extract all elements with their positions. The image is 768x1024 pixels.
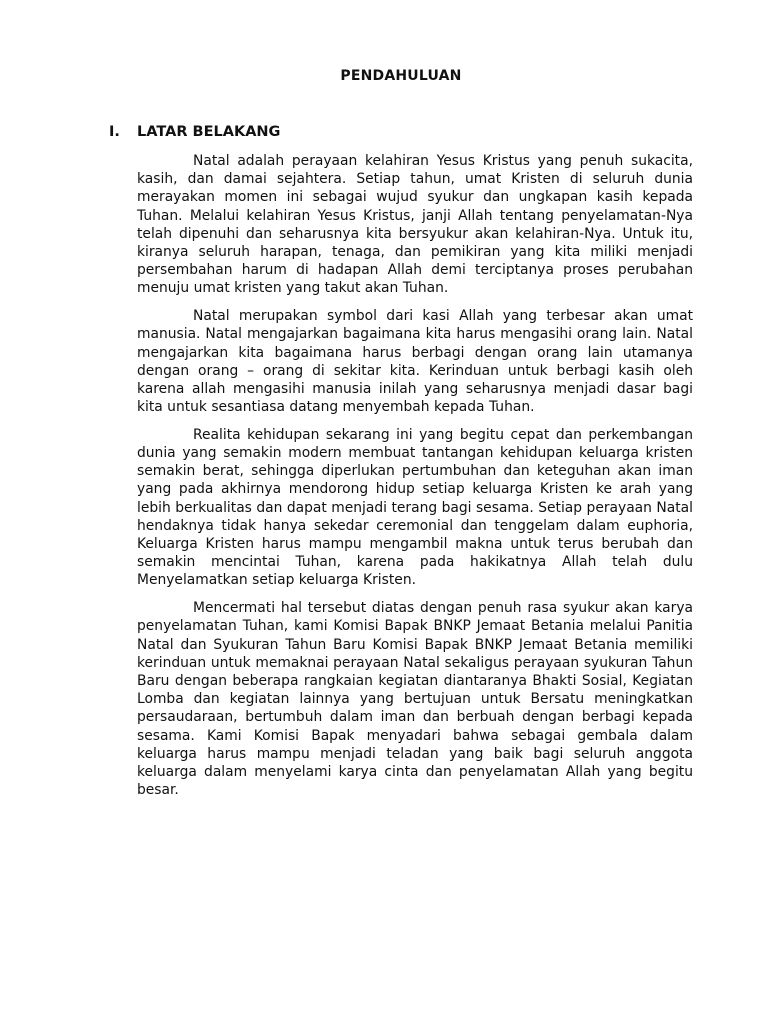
- paragraph-2: Natal merupakan symbol dari kasi Allah yang terbesar akan umat manusia. Natal mengajarkan bagaimana kita harus mengasihi orang lain. Natal mengajarkan kita bagaimana harus berbagi dengan orang lain utamanya dengan orang – orang di sekitar kita. Kerinduan untuk berbagi kasih oleh karena allah mengasihi manusia inilah yang seharusnya menjadi dasar bagi kita untuk sesantiasa datang menyembah kepada Tuhan.: [137, 308, 693, 416]
- section-number: I.: [109, 124, 120, 140]
- paragraph-3: Realita kehidupan sekarang ini yang begitu cepat dan perkembangan dunia yang semakin modern membuat tantangan kehidupan keluarga kristen semakin berat, sehingga diperlukan pertumbuhan dan keteguhan akan iman yang pada akhirnya mendorong hidup setiap keluarga Kristen ke arah yang lebih berkualitas dan dapat menjadi terang bagi sesama. Setiap perayaan Natal hendaknya tidak hanya sekedar ceremonial dan tenggelam dalam euphoria, Keluarga Kristen harus mampu mengambil makna untuk terus berubah dan semakin mencintai Tuhan, karena pada hakikatnya Allah telah dulu Menyelamatkan setiap keluarga Kristen.: [137, 426, 693, 589]
- section-title: LATAR BELAKANG: [137, 124, 281, 140]
- paragraph-4: Mencermati hal tersebut diatas dengan penuh rasa syukur akan karya penyelamatan Tuhan, kami Komisi Bapak BNKP Jemaat Betania melalui Panitia Natal dan Syukuran Tahun Baru Komisi Bapak BNKP Jemaat Betania memiliki kerinduan untuk memaknai perayaan Natal sekaligus perayaan syukuran Tahun Baru dengan beberapa rangkaian kegiatan diantaranya Bhakti Sosial, Kegiatan Lomba dan kegiatan lainnya yang bertujuan untuk Bersatu meningkatkan persaudaraan, bertumbuh dalam iman dan berbuah dengan berbagi kepada sesama. Kami Komisi Bapak menyadari bahwa sebagai gembala dalam keluarga harus mampu menjadi teladan yang baik bagi seluruh anggota keluarga dalam menyelami karya cinta dan penyelamatan Allah yang begitu besar.: [137, 600, 693, 799]
- document-title: PENDAHULUAN: [340, 68, 462, 84]
- section-heading: [109, 124, 280, 140]
- paragraph-1: Natal adalah perayaan kelahiran Yesus Kristus yang penuh sukacita, kasih, dan damai sejahtera. Setiap tahun, umat Kristen di seluruh dunia merayakan momen ini sebagai wujud syukur dan ungkapan kasih kepada Tuhan. Melalui kelahiran Yesus Kristus, janji Allah tentang penyelamatan-Nya telah dipenuhi dan seharusnya kita bersyukur akan kelahiran-Nya. Untuk itu, kiranya seluruh harapan, tenaga, dan pemikiran yang kita miliki menjadi persembahan harum di hadapan Allah demi terciptanya proses perubahan menuju umat kristen yang takut akan Tuhan.: [137, 153, 693, 297]
- section-body: [137, 152, 693, 809]
